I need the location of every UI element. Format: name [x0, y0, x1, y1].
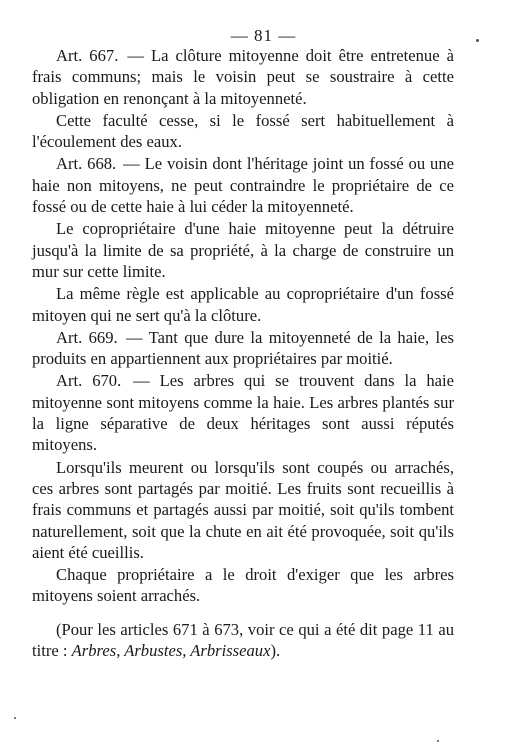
article-number: Art. 670.: [56, 371, 122, 391]
paragraph: [32, 283, 454, 326]
cross-reference-note: [32, 619, 454, 662]
paragraph-text: Chaque propriétaire a le droit d'exiger que les arbres mitoyens soient arrachés.: [32, 565, 454, 606]
paper-speck: [476, 39, 479, 42]
paragraph-art-669: [32, 327, 454, 370]
paragraph-text: — La clôture mitoyenne doit être entretenue à frais communs; mais le voisin peut se soustraire à cette obligation en renonçant à la mitoyenneté.: [32, 46, 454, 108]
article-number: Art. 667.: [56, 46, 119, 65]
paragraph-text: — Les arbres qui se trouvent dans la haie mitoyenne sont mitoyens comme la haie. Les arbres plantés sur la ligne séparative de deux héritages sont aussi réputés mitoyens.: [32, 371, 454, 455]
paragraph-text: Lorsqu'ils meurent ou lorsqu'ils sont coupés ou arrachés, ces arbres sont partagés par moitié. Les fruits sont recueillis à frais communs et partagés aussi par moitié, soit qu'ils tombent naturellement, soit que la chute en ait été provoquée, soit qu'ils aient été cueillis.: [32, 457, 454, 562]
note-suffix: ).: [270, 641, 281, 661]
article-number: Art. 668.: [56, 154, 117, 174]
paragraph: [32, 564, 454, 607]
page-number: — 81 —: [230, 26, 297, 45]
paragraph-art-668: [32, 153, 454, 217]
paragraph-text: — Le voisin dont l'héritage joint un fossé ou une haie non mitoyens, ne peut contraindre le propriétaire de ce fossé ou de cette haie à lui céder la mitoyenneté.: [32, 154, 454, 217]
paragraph: [32, 110, 454, 153]
paper-speck: [14, 717, 16, 719]
article-number: Art. 669.: [56, 327, 118, 347]
paragraph-text: Cette faculté cesse, si le fossé sert habituellement à l'écoulement des eaux.: [32, 110, 454, 152]
paragraph-text: La même règle est applicable au copropriétaire d'un fossé mitoyen qui ne sert qu'à la clôture.: [32, 284, 454, 325]
body-text: [32, 45, 454, 662]
paragraph: [32, 218, 454, 282]
note-prefix: (Pour les articles 671 à 673, voir ce qui a été dit page 11 au titre :: [32, 619, 454, 661]
paragraph-text: — Tant que dure la mitoyenneté de la haie, les produits en appartiennent aux propriétaires par moitié.: [32, 327, 454, 369]
paragraph-art-667: [32, 45, 454, 109]
paper-speck: [437, 740, 439, 742]
note-title: Arbres, Arbustes, Arbrisseaux: [71, 641, 271, 661]
paragraph: [32, 457, 454, 563]
paragraph-art-670: [32, 370, 454, 455]
paragraph-text: Le copropriétaire d'une haie mitoyenne peut la détruire jusqu'à la limite de sa propriété, à la charge de construire un mur sur cette limite.: [32, 219, 454, 281]
